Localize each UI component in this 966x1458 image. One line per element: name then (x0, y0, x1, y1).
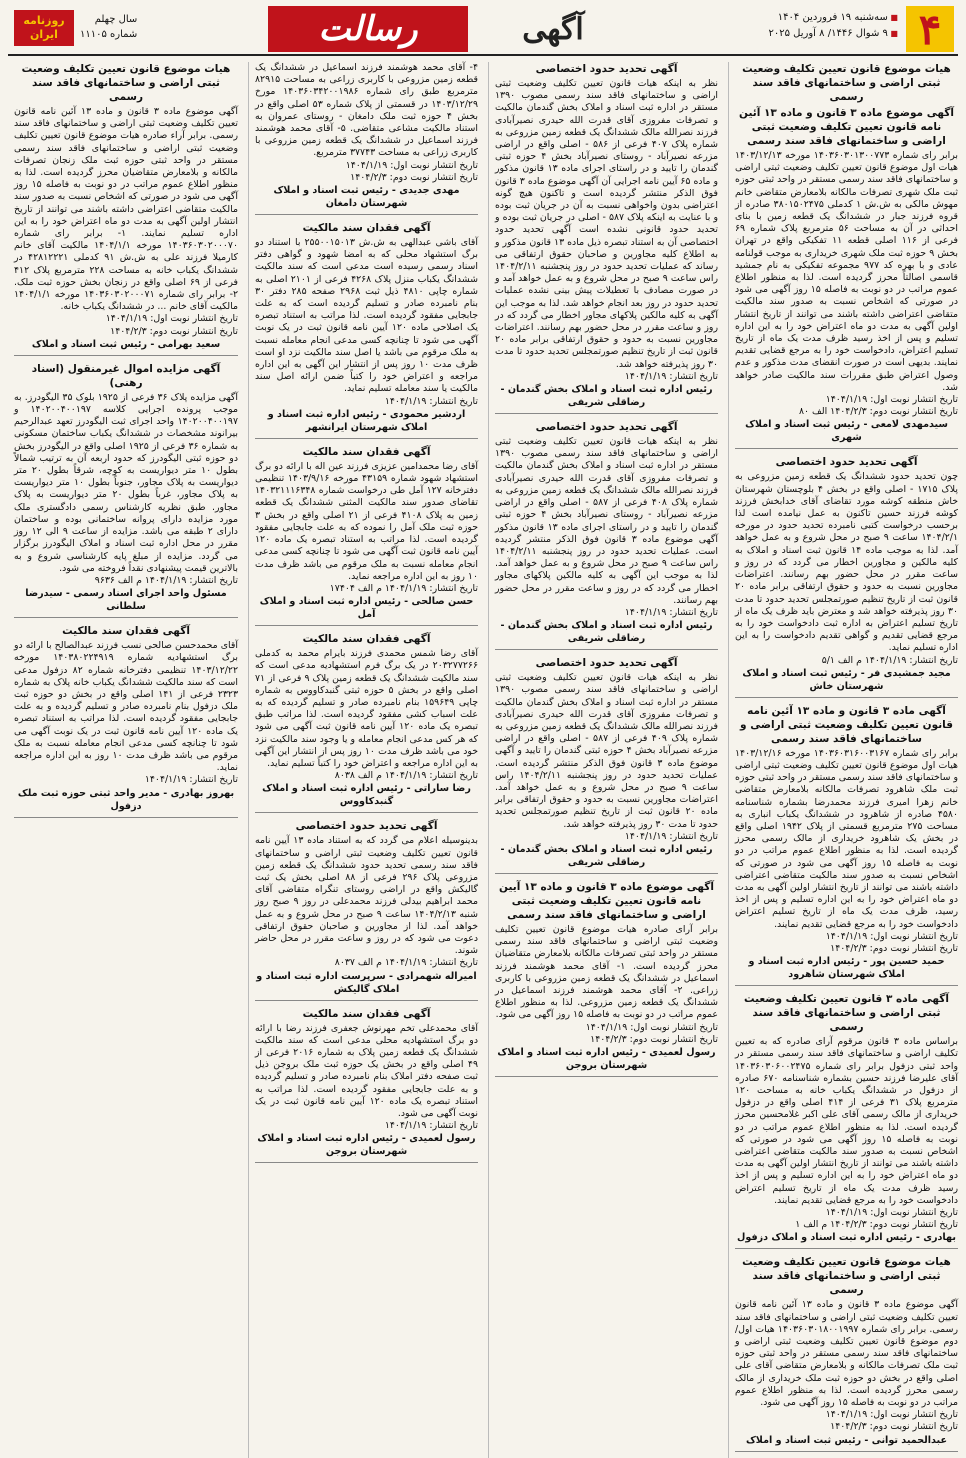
notice-signature: مسئول واحد اجرای اسناد رسمی - سیدرضا سلطانی (25, 588, 227, 613)
notice-signature: رئیس اداره ثبت اسناد و املاک بخش گندمان - رضاقلی شریفی (500, 384, 713, 409)
notice-title: آگهی فقدان سند مالکیت (62, 625, 190, 638)
publication-date: تاریخ انتشار: ۱۴۰۴/۱/۱۹ (624, 370, 718, 382)
newspaper-logo: رسالت (268, 6, 468, 52)
column-4 (8, 62, 238, 1458)
notice-title: آگهی فقدان سند مالکیت (302, 1007, 431, 1020)
publication-date: تاریخ انتشار نوبت اول: ۱۴۰۴/۱/۱۹ (825, 1409, 958, 1421)
notice-body: آگهی مزایده پلاک ۳۶ فرعی از ۱۹۲۵ بلوک ۳۵ الیگودرز. به موجب پرونده اجرایی کلاسه ۱۴۰۲۰۰۴۰۰۱۹۷ و ۱۴۰۲۰۰۴۰۰۱۹۷ واحد اجرای ثبت الیگودرز تعهد عبدالرحیم بیرانوند مشخصات در ششدانگ یکباب ساختمان مسکونی به شماره ۳۶ فرعی از ۱۹۲۵ اصلی واقع در الیگودرز بخش دو حوزه ثبتی الیگودرز که حدود اربعه آن به ترتیب شمالاً بطول ۱۰ متر دیواریست به کوچه، شرقاً بطول ۲۰ متر دیواریست به پلاک مجاور، جنوباً بطول ۱۰ متر دیواریست به پلاک مجاور، غرباً بطول ۲۰ متر دیواریست به پلاک مجاور. طبق نظریه کارشناس رسمی دادگستری ملک مورد مزایده دارای پروانه ساختمانی بوده و ساختمان دارای ۲ طبقه می باشد. مزایده از ساعت ۹ الی ۱۲ روز مقرر در محل اداره ثبت اسناد و املاک الیگودرز برگزار می گردد. مزایده از مبلغ پایه کارشناسی شروع و به بالاترین قیمت پیشنهادی نقداً فروخته می شود. (14, 391, 239, 574)
notice-body: آقای باشی عبدالهی به ش.ش ۲۵۵۰۰۱۵۰۱۳ با استناد دو برگ استشهاد محلی که به امضا شهود و گواهی دفتر اسناد رسمی رسیده است مدعی است که سند مالکیت ششدانگ یکباب منزل پلاک ۴۲۶۸ فرعی از ۲۱۰۱ اصلی به شماره چاپی ۴۸۱۰ ذیل ثبت ۲۹۶۸ صفحه ۲۸۵ دفتر ۳۰ بنام نامبرده صادر و تسلیم گردیده است که به علت جابجایی مفقود گردیده است. لذا مراتب به استناد تبصره یک اصلاحی ماده ۱۲۰ آیین نامه قانون ثبت در یک نوبت آگهی می شود تا چنانچه کسی مدعی انجام معامله نسبت به ملک مرقوم می باشد یا اصل سند مالکیت نزد او است ظرف مدت ۱۰ روز پس از انتشار این آگهی به این اداره مراجعه و اعتراض خود را کتباً ضمن ارائه اصل سند مالکیت یا سند معامله تسلیم نماید. (255, 237, 479, 395)
notice-title: آگهی مزایده اموال غیرمنقول (اسناد رهنی) (31, 362, 221, 389)
notice (255, 1007, 478, 1164)
notice-body: ۴- آقای محمد هوشمند فرزند اسماعیل در ششدانگ یک قطعه زمین مزروعی با کاربری زراعی به مساحت ۸۲۹۱۵ مترمربع طبق رای شماره ۱۴۰۳۶۰۳۴۲۰۰۱۹۸۶ مورخ ۱۴۰۳/۱۲/۲۹ در قسمتی از پلاک شماره ۵۳ اصلی واقع در بخش ۴ حوزه ثبت ملک دامغان - روستای عمروان به استناد مالکیت مشاعی متقاضی. ۵- آقای محمد هوشمند فرزند اسماعیل در ششدانگ یک قطعه زمین مزروعی با کاربری زراعی به مساحت ۳۷۷۴۳ مترمربع. (255, 62, 478, 159)
notice (255, 632, 478, 813)
notice (495, 62, 718, 414)
notice-signature: اردشیر محمودی - رئیس اداره ثبت اسناد و املاک شهرستان ایرانشهر (267, 408, 466, 433)
notice (735, 455, 958, 697)
notice-title: آگهی تحدید حدود اختصاصی (535, 657, 678, 670)
notice-signature: رضا ساراتی - رئیس اداره ثبت اسناد و املاک گنبدکاووس (262, 783, 471, 808)
notice-title: هیات موضوع قانون تعیین تکلیف وضعیت ثبتی اراضی و ساختمانهای فاقد سند رسمی (21, 63, 231, 103)
notice-signature: مهدی جدیدی - رئیس ثبت اسناد و املاک شهرستان دامغان (273, 185, 460, 210)
notice-title: هیات موضوع قانون تعیین تکلیف وضعیت ثبتی اراضی و ساختمانهای فاقد سند رسمی (742, 63, 951, 103)
notice (255, 445, 478, 626)
issue-number: شماره ۱۱۱۰۵ (80, 29, 138, 40)
publication-date: تاریخ انتشار نوبت دوم: ۱۴۰۴/۲/۳ (590, 1033, 718, 1045)
issue-info (80, 12, 137, 42)
publication-date: تاریخ انتشار: ۱۴۰۴/۱/۱۹ م الف ۱۷۴۰۴ (329, 582, 478, 594)
date-solar: ■ سه‌شنبه ۱۹ فروردین ۱۴۰۴ (769, 10, 899, 26)
notice (14, 362, 238, 618)
publication-date: تاریخ انتشار نوبت اول: ۱۴۰۴/۱/۱۹ (825, 930, 958, 942)
notice-signature: رئیس اداره ثبت اسناد و املاک بخش گندمان - رضاقلی شریفی (500, 843, 713, 868)
publication-date: تاریخ انتشار: ۱۴۰۴/۱/۱۹ (144, 774, 238, 786)
notice-signature: سیدمهدی لامعی - رئیس ثبت اسناد و املاک شهری (745, 419, 948, 444)
notice-signature: حسن صالحی - رئیس اداره ثبت اسناد و املاک آمل (259, 596, 474, 621)
notice-title: آگهی تحدید حدود اختصاصی (535, 421, 678, 434)
date-lunar-gregorian: ■ ۹ شوال ۱۴۴۶/ ۸ آوریل ۲۰۲۵ (769, 26, 899, 42)
notice-body: آگهی موضوع ماده ۳ قانون و ماده ۱۳ آئین نامه قانون تعیین تکلیف وضعیت ثبتی اراضی و ساختمانهای فاقد سند رسمی. برابر آراء صادره هیات موضوع قانون تعیین تکلیف وضعیت ثبتی اراضی و ساختمانهای فاقد سند رسمی مستقر در واحد ثبتی حوزه ثبت ملک زنجان تصرفات مالکانه و بلامعارض متقاضیان محرز گردیده است. لذا به منظور اطلاع عموم مراتب در دو نوبت به فاصله ۱۵ روز آگهی می شود در صورتی که اشخاص نسبت به صدور سند مالکیت متقاضی اعتراضی داشته باشند می توانند از تاریخ انتشار اولین آگهی به مدت دو ماه اعتراض خود را به این اداره تسلیم نمایند. ۱- برابر رای شماره ۱۴۰۳۶۰۳۰۲۰۰۰۷۰ مورخه ۱۴۰۴/۱/۱ مالکیت آقای خانم کارمیلا فرزند علی به ش.ش ۹۱ کدملی ۴۲۸۱۲۲۲۱ در ششدانگ یکباب خانه به مساحت ۲۲۸ مترمربع پلاک ۴۱۲ فرعی از ۶۹ اصلی واقع در زنجان بخش حوزه ثبت ملک. ۲- برابر رای شماره ۱۴۰۳۶۰۳۰۲۰۰۰۷۱ مورخه ۱۴۰۴/۱/۱ مالکیت آقای خانم ... در ششدانگ یکباب خانه. (14, 106, 239, 313)
notice-signature: رئیس اداره ثبت اسناد و املاک بخش گندمان - رضاقلی شریفی (500, 620, 713, 645)
publication-date: تاریخ انتشار نوبت دوم: ۱۴۰۴/۲/۳ (110, 325, 238, 337)
notice-signature: حمید حسین پور - رئیس اداره ثبت اسناد و املاک شهرستان شاهرود (748, 956, 945, 981)
notice-subtitle: آگهی موضوع ماده ۳ قانون و ماده ۱۳ آئین نامه قانون تعیین تکلیف وضعیت ثبتی اراضی و ساختمانهای فاقد سند رسمی (739, 107, 954, 147)
notice-signature: بهادری - رئیس اداره ثبت اسناد و املاک دزفول (737, 1232, 956, 1244)
notice-body: آقای رضا شمس محمدی فرزند بایرام محمد به کدملی ۲۰۳۲۷۷۲۶۶ در یک برگ فرم استشهادیه مدعی است که سند مالکیت ششدانگ یک قطعه زمین پلاک ۹ فرعی از ۷۱ اصلی واقع در بخش ۵ حوزه ثبتی گنبدکاووس به شماره چاپی ۱۵۹۶۴۹ بنام نامبرده صادر و تسلیم گردیده که به علت اسباب کشی مفقود گردیده است. لذا مراتب طبق تبصره یک ماده ۱۲۰ آیین نامه قانون ثبت آگهی می شود که هر کس مدعی انجام معامله و یا وجود سند مالکیت نزد خود می باشد ظرف مدت ۱۰ روز پس از انتشار این آگهی به این اداره مراجعه و اعتراض خود را کتباً تسلیم نماید. (255, 648, 479, 769)
publication-date: تاریخ انتشار نوبت اول: ۱۴۰۴/۱/۱۹ (825, 394, 958, 406)
publication-date: تاریخ انتشار نوبت اول: ۱۴۰۴/۱/۱۹ (825, 1207, 958, 1219)
mini-logo-line2: ایران (30, 28, 58, 41)
notice (735, 1255, 958, 1451)
notice-signature: مجید جمشیدی فر - رئیس ثبت اسناد و املاک شهرستان خاش (742, 667, 951, 692)
notice-title: آگهی تحدید حدود اختصاصی (775, 456, 918, 469)
masthead (8, 4, 958, 56)
publication-date: تاریخ انتشار نوبت دوم: ۱۴۰۴/۲/۳ (350, 171, 478, 183)
notice-signature: رسول لعمیدی - رئیس اداره ثبت اسناد و املاک شهرستان بروجن (257, 1133, 476, 1158)
notice-body: برابر آرای صادره هیات موضوع قانون تعیین تکلیف وضعیت ثبتی اراضی و ساختمانهای فاقد سند رسمی مستقر در واحد ثبتی تصرفات مالکانه بلامعارض متقاضیان محرز گردیده است. ۱- آقای محمد هوشمند فرزند اسماعیل در ششدانگ یک قطعه زمین مزروعی با کاربری زراعی. ۲- آقای محمد هوشمند فرزند اسماعیل در ششدانگ یک قطعه زمین مزروعی. لذا به منظور اطلاع عموم مراتب در دو نوبت به فاصله ۱۵ روز آگهی می شود. (495, 923, 718, 1021)
notice (735, 704, 958, 986)
notice-body: آگهی موضوع ماده ۳ قانون و ماده ۱۳ آئین نامه قانون تعیین تکلیف وضعیت ثبتی اراضی و ساختمانهای فاقد سند رسمی. برابر رای شماره ۱۴۰۳۶۰۳۰۱۸۰۰۱۹۹۷ هیات اول/دوم موضوع قانون تعیین تکلیف وضعیت ثبتی اراضی و ساختمانهای فاقد سند رسمی مستقر در واحد ثبتی حوزه ثبت ملک تصرفات مالکانه و بلامعارض متقاضی آقای علی اصلی واقع در بخش دو حوزه ثبت ملک خریداری از مالک رسمی محرز گردیده است. لذا به منظور اطلاع عموم مراتب در دو نوبت به فاصله ۱۵ روز آگهی می شود. (735, 1299, 959, 1409)
column-1 (728, 62, 958, 1458)
notice-body: آقای محمدعلی تخم مهرنوش جعفری فرزند رضا با ارائه دو برگ استشهادیه محلی مدعی است که سند مالکیت ششدانگ یک قطعه زمین پلاک به شماره ۲۰۱۶ فرعی از ۴۹ اصلی واقع در بخش یک حوزه ثبت ملک بروجن ذیل ثبت صفحه دفتر املاک بنام نامبرده صادر و تسلیم گردیده و به علت جابجایی مفقود گردیده است. لذا مراتب به استناد تبصره یک ماده ۱۲۰ آیین نامه قانون ثبت در یک نوبت آگهی می شود. (255, 1022, 479, 1119)
notice-signature: رسول لعمیدی - رئیس اداره ثبت اسناد و املاک شهرستان بروجن (497, 1047, 716, 1071)
notice (495, 880, 718, 1077)
page-number: ۴ (906, 6, 954, 52)
notice-title: هیات موضوع قانون تعیین تکلیف وضعیت ثبتی اراضی و ساختمانهای فاقد سند رسمی (742, 1256, 951, 1297)
notice-body: براساس ماده ۳ قانون مرقوم آرای صادره که به تعیین تکلیف اراضی و ساختمانهای فاقد سند رسمی مستقر در واحد ثبتی دزفول برابر رای شماره ۱۴۰۳۶۰۳۰۶۰۰۲۴۷۵ آقای علیرضا فرزند حسین بشماره شناسنامه ۶۷۰ صادره از دزفول در ششدانگ یکباب خانه به مساحت ۱۲۰ مترمربع پلاک ۳۱ فرعی از ۴۱۴ اصلی واقع در دزفول خریداری از مالک رسمی آقای علی اکبر غلامحسین محرز گردیده است. لذا به منظور اطلاع عموم مراتب در دو نوبت به فاصله ۱۵ روز آگهی می شود در صورتی که اشخاص نسبت به صدور سند مالکیت متقاضی اعتراضی داشته باشند می توانند از تاریخ انتشار اولین آگهی به مدت دو ماه اعتراض خود را به این اداره تسلیم و پس از اخذ رسید ظرف مدت یک ماه از تاریخ تسلیم اعتراض دادخواست خود را به مرجع قضایی تقدیم نمایند. (735, 1036, 959, 1206)
notice-body: نظر به اینکه هیات قانون تعیین تکلیف وضعیت ثبتی اراضی و ساختمانهای فاقد سند رسمی مصوب ۱۳۹۰ مستقر در اداره ثبت اسناد و املاک بخش گندمان مالکیت و تصرفات مفروزی آقای قدرت الله حیدری نصیرآبادی فرزند نصرالله مالک ششدانگ یک قطعه زمین مزروعی به شماره پلاک ۴۰۹ فرعی از ۵۸۷ - اصلی واقع در اراضی مزرعه نصیرآباد بخش ۴ حوزه ثبتی گندمان را تایید و آگهی موضوع ماده ۳ قانون فوق الذکر منتشر گردیده است. عملیات تحدید حدود در روز پنجشنبه ۱۴۰۴/۲/۱۱ راس ساعت ۹ صبح در محل شروع و به عمل خواهد آمد. اعتراضات مجاورین نسبت به حدود و حقوق ارتفاقی برابر ماده ۲۰ قانون ثبت از تاریخ تنظیم صورتمجلس تحدید حدود تا مدت ۳۰ روز پذیرفته خواهد شد. (495, 672, 718, 830)
publication-date: تاریخ انتشار: ۱۴۰۴/۱/۱۹ م الف ۸۰۳۷ (334, 957, 478, 969)
publication-date: تاریخ انتشار نوبت اول: ۱۴۰۴/۱/۱۹ (345, 159, 478, 171)
notice (14, 624, 238, 817)
publication-date: تاریخ انتشار نوبت دوم: ۱۴۰۴/۲/۳ م الف ۱ (795, 1219, 958, 1231)
mini-logo (14, 10, 74, 46)
notice (255, 221, 478, 439)
notice (255, 62, 478, 215)
date-block (769, 10, 899, 42)
publication-date: تاریخ انتشار: ۱۴۰۴/۱/۱۹ (384, 1120, 478, 1132)
publication-date: تاریخ انتشار: ۱۴۰۴/۱/۱۹ م الف ۸۰۳۸ (334, 770, 478, 782)
publication-date: تاریخ انتشار: ۱۴۰۴/۱/۱۹ (624, 830, 718, 842)
notice-title: آگهی فقدان سند مالکیت (302, 222, 431, 235)
notice (255, 819, 478, 1000)
notice (14, 62, 238, 356)
publication-date: تاریخ انتشار: ۱۴۰۴/۱/۱۹ م الف ۹۶۳۶ (94, 574, 238, 586)
notice-body: آقای رضا محمدامین عزیزی فرزند عین اله با ارائه دو برگ استشهاد شهود شماره ۴۳۱۵۹ مورخه ۱۴۰۳/۹/۱۶ تنظیمی دفترخانه ۱۲۷ آمل طی درخواست شماره ۱۴۰۳۲۱۱۱۶۳۴۸ تقاضای صدور سند مالکیت المثنی ششدانگ یک قطعه زمین به پلاک ۴۱۰۸ فرعی از ۲۱ اصلی واقع در بخش ۳ حوزه ثبت ملک آمل را نموده که به علت جابجایی مفقود گردیده است. لذا مراتب به استناد تبصره یک ماده ۱۲۰ آیین نامه قانون ثبت آگهی می شود تا چنانچه کسی مدعی انجام معامله نسبت به ملک مرقوم می باشد ظرف مدت ۱۰ روز به این اداره مراجعه نماید. (255, 460, 478, 582)
publication-date: تاریخ انتشار: ۱۴۰۴/۱/۱۹ (384, 395, 478, 407)
publication-date: تاریخ انتشار: ۱۴۰۴/۱/۱۹ م الف ۵/۱ (821, 654, 958, 666)
notice-signature: بهروز بهادری - مدیر واحد ثبتی حوزه ثبت ملک دزفول (17, 787, 235, 812)
notice (495, 420, 718, 650)
publication-date: تاریخ انتشار نوبت اول: ۱۴۰۴/۱/۱۹ (105, 313, 238, 325)
notice-signature: سعید بهرامی - رئیس ثبت اسناد و املاک (31, 338, 221, 350)
notice-body: آقای محمدحسن صالحی نسب فرزند عبدالصالح با ارائه دو برگ استشهادیه شماره ۱۴۰۳۸۰۲۲۴۹۱۹ مورخه ۱۴۰۳/۱۲/۲۲ تنظیمی دفترخانه شماره ۸۲ دزفول مدعی است که سند مالکیت ششدانگ یکباب خانه پلاک به شماره ۲۳۲۳ فرعی از ۱۴۱ اصلی واقع در بخش دو حوزه ثبت ملک دزفول بنام نامبرده صادر و تسلیم گردیده و به علت جابجایی مفقود گردیده است. لذا مراتب به استناد تبصره یک ماده ۱۲۰ آیین نامه قانون ثبت در یک نوبت آگهی می شود تا چنانچه کسی مدعی انجام معامله نسبت به ملک مرقوم می باشد ظرف مدت ۱۰ روز به این اداره مراجعه نماید. (14, 640, 239, 774)
ad-columns (8, 62, 959, 1446)
notice (495, 656, 718, 874)
column-2 (488, 62, 718, 1458)
notice-title: آگهی فقدان سند مالکیت (302, 445, 431, 458)
year-label: سال چهلم (94, 14, 138, 25)
publication-date: تاریخ انتشار نوبت اول: ۱۴۰۴/۱/۱۹ (585, 1021, 718, 1033)
notice-body: بدینوسیله اعلام می گردد که به استناد ماده ۱۳ آیین نامه قانون تعیین تکلیف وضعیت ثبتی اراضی و ساختمانهای فاقد سند رسمی تحدید حدود ششدانگ یک قطعه زمین مزروعی پلاک ۲۹۶ فرعی از ۸۸ اصلی بخش یک ثبت گالیکش واقع در اراضی روستای تنگراه متقاضی آقای محمد ابراهیم بیدلی فرزند محمدعلی در روز ۹ صبح روز شنبه ۱۴۰۴/۲/۱۳ ساعت ۹ صبح در محل شروع و به عمل خواهد آمد. لذا از مجاورین و صاحبان حقوق ارتفاقی دعوت می شود که در روز و ساعت مقرر در محل حاضر شوند. (255, 835, 479, 957)
publication-date: تاریخ انتشار نوبت دوم: ۱۴۰۴/۲/۳ (830, 1421, 958, 1433)
mini-logo-line1: روزنامه (23, 14, 65, 27)
notice-title: آگهی ماده ۳ قانون و ماده ۱۳ آئین نامه قانون تعیین تکلیف وضعیت ثبتی اراضی و ساختمانهای فاقد سند رسمی (740, 704, 953, 745)
notice-body: چون تحدید حدود ششدانگ یک قطعه زمین مزروعی به پلاک ۱۷۱۵ - اصلی واقع در بخش ۴ بلوچستان شهرستان خاش منطقه کوشه مورد تقاضای آقای خدابخش فرزند کوشه فرزند حسین تاکنون به عمل نیامده است لذا برحسب درخواست کتبی نامبرده تحدید حدود در مورخه ۱۴۰۴/۲/۱ ساعت ۹ صبح در محل شروع و به عمل خواهد آمد. لذا به موجب ماده ۱۴ قانون ثبت اسناد و املاک به کلیه مالکین و مجاورین اخطار می گردد که در روز و ساعت مقرر در محل حضور بهم رسانند. اعتراضات مجاورین نسبت به حدود و حقوق ارتفاقی برابر ماده ۲۰ قانون ثبت از تاریخ تنظیم صورتمجلس تحدید حدود تا مدت ۳۰ روز پذیرفته خواهد شد و معترض باید ظرف یک ماه از تاریخ تسلیم اعتراض به اداره ثبت دادخواست خود را به مرجع قضایی تقدیم و گواهی تقدیم دادخواست را به این اداره تسلیم نماید. (735, 471, 958, 654)
notice-title: آگهی تحدید حدود اختصاصی (295, 820, 438, 833)
notice (735, 62, 958, 449)
notice-body: برابر رای شماره ۱۴۰۳۶۰۳۰۱۳۰۰۷۷۳ مورخه ۱۴۰۳/۱۲/۱۳ هیات اول موضوع قانون تعیین تکلیف وضعیت ثبتی اراضی و ساختمانهای فاقد سند رسمی مستقر در واحد ثبتی حوزه ثبت ملک شهری تصرفات مالکانه بلامعارض متقاضی خانم مهوش مالکی به ش.ش ۱ کدملی ۳۸۰۱۵۰۲۴۷۵ صادره از قروه فرزند جبار در ششدانگ یک قطعه زمین با بنای احداثی در آن به مساحت ۵۶ مترمربع پلاک شماره ۶۹ فرعی از ۱۱۶ اصلی قطعه ۱۱ تفکیکی واقع در تهران بخش ۹ حوزه ثبت ملک شهری خریداری به موجب قولنامه عادی و با بهره کد ۹۷۷ مجموعه تفکیکی به نام جمشید قاسمی اصالتاً محرز گردیده است. لذا به منظور اطلاع عموم مراتب در دو نوبت به فاصله ۱۵ روز آگهی می شود در صورتی که اشخاص نسبت به صدور سند مالکیت متقاضی اعتراضی داشته باشند می توانند از تاریخ انتشار اولین آگهی به مدت دو ماه اعتراض خود را به این اداره تسلیم و پس از اخذ رسید ظرف مدت یک ماه از تاریخ تسلیم اعتراض، دادخواست خود را به مرجع قضایی تقدیم نمایند. بدیهی است در صورت انقضای مدت مذکور و عدم وصول اعتراض طبق مقررات سند مالکیت صادر خواهد شد. (735, 150, 958, 393)
notice-signature: امیراله شهمرادی - سرپرست اداره ثبت اسناد و املاک گالیکش (256, 970, 477, 995)
publication-date: تاریخ انتشار نوبت دوم: ۱۴۰۴/۲/۳ (830, 942, 958, 954)
publication-date: تاریخ انتشار: ۱۴۰۴/۱/۱۹ (624, 606, 718, 618)
notice (735, 992, 958, 1249)
notice-body: نظر به اینکه هیات قانون تعیین تکلیف وضعیت ثبتی اراضی و ساختمانهای فاقد سند رسمی مصوب ۱۳۹۰ مستقر در اداره ثبت اسناد و املاک بخش گندمان مالکیت و تصرفات مفروزی آقای قدرت الله حیدری نصیرآبادی فرزند نصرالله مالک ششدانگ یک قطعه زمین مزروعی به شماره پلاک ۴۰۸ فرعی از ۵۸۷ - اصلی واقع در اراضی مزرعه نصیرآباد - روستای نصیرآباد بخش ۴ حوزه ثبتی گندمان را تایید و در راستای اجرای ماده ۱۳ قانون مذکور آگهی موضوع ماده ۳ قانون فوق الذکر منتشر گردیده است. عملیات تحدید حدود در روز پنجشنبه ۱۴۰۴/۲/۱۱ راس ساعت ۹ صبح در محل شروع و به عمل خواهد آمد. لذا به موجب این آگهی به کلیه مالکین پلاکهای مجاور اخطار می گردد که در روز و ساعت مقرر در محل حضور بهم رسانند. (495, 436, 718, 606)
notice-title: آگهی فقدان سند مالکیت (302, 633, 431, 646)
notice-title: آگهی موضوع ماده ۳ قانون و ماده ۱۳ آیین نامه قانون تعیین تکلیف وضعیت ثبتی اراضی و ساختمانهای فاقد سند رسمی (499, 880, 714, 921)
notice-title: آگهی تحدید حدود اختصاصی (535, 63, 678, 75)
section-title: آگهی (522, 11, 584, 47)
publication-date: تاریخ انتشار نوبت دوم: ۱۴۰۴/۲/۳ الف ۸۰ (798, 406, 958, 418)
column-3 (248, 62, 478, 1458)
notice-title: آگهی ماده ۳ قانون تعیین تکلیف وضعیت ثبتی اراضی و ساختمانهای فاقد سند رسمی (744, 993, 949, 1034)
notice-body: برابر رای شماره ۱۴۰۳۶۰۳۱۶۰۰۳۱۶۷ مورخه ۱۴۰۳/۱۲/۱۶ هیات اول موضوع قانون تعیین تکلیف وضعیت ثبتی اراضی و ساختمانهای فاقد سند رسمی مستقر در واحد ثبتی حوزه ثبت ملک شاهرود تصرفات مالکانه بلامعارض متقاضی خانم زهرا امیری فرزند محمدرضا بشماره شناسنامه ۴۵۸۰ صادره از شاهرود در ششدانگ یکباب انباری به مساحت ۲۷۵ مترمربع قسمتی از پلاک ۱۹۴۲ اصلی واقع در بخش یک شاهرود خریداری از مالک رسمی محرز گردیده است. لذا به منظور اطلاع عموم مراتب در دو نوبت به فاصله ۱۵ روز آگهی می شود در صورتی که اشخاص نسبت به صدور سند مالکیت متقاضی اعتراضی داشته باشند می توانند از تاریخ انتشار اولین آگهی به مدت دو ماه اعتراض خود را به این اداره تسلیم و پس از اخذ رسید، ظرف مدت یک ماه از تاریخ تسلیم اعتراض دادخواست خود را به مرجع قضایی تقدیم نمایند. (735, 747, 958, 930)
notice-body: نظر به اینکه هیات قانون تعیین تکلیف وضعیت ثبتی اراضی و ساختمانهای فاقد سند رسمی مصوب ۱۳۹۰ مستقر در اداره ثبت اسناد و املاک بخش گندمان مالکیت و تصرفات مفروزی آقای قدرت الله حیدری نصیرآبادی فرزند نصرالله مالک ششدانگ یک قطعه زمین مزروعی به شماره پلاک ۴۰۷ فرعی از ۵۸۶ - اصلی واقع در اراضی مزرعه نصیرآباد - روستای نصیرآباد بخش ۴ حوزه ثبتی گندمان را تایید و در راستای اجرای ماده ۱۳ قانون مذکور و ماده ۶۵ آیین نامه اجرایی آن آگهی موضوع ماده ۳ قانون فوق الذکر منتشر گردیده است و تاکنون هیچ گونه اعتراضی بدون واخواهی نسبت به آن در جریان ثبت بوده و با عنایت به اینکه پلاک ۵۸۷ - اصلی در جریان ثبت بوده و تحدید حدود قانونی نشده است آگهی تحدید حدود اختصاصی آن به استناد تبصره ذیل ماده ۱۳ قانون مذکور و به اطلاع کلیه مجاورین و صاحبان حقوق ارتفاقی می رساند که عملیات تحدید حدود در روز پنجشنبه ۱۴۰۴/۲/۱۱ راس ساعت ۹ صبح در محل شروع و به عمل خواهد آمد و در صورت مصادف با تعطیلات پیش بینی نشده عملیات تحدید حدود در روز بعد انجام خواهد شد. لذا به موجب این آگهی به کلیه مالکین پلاکهای مجاور اخطار می گردد که در روز و ساعت مقرر در محل حضور بهم رسانند. اعتراضات مجاورین نسبت به حدود و حقوق ارتفاقی برابر ماده ۲۰ قانون ثبت از تاریخ تنظیم صورتمجلس تحدید حدود تا مدت ۳۰ روز پذیرفته خواهد شد. (495, 78, 719, 370)
notice-signature: عبدالحمید توانی - رئیس ثبت اسناد و املاک (745, 1434, 948, 1446)
